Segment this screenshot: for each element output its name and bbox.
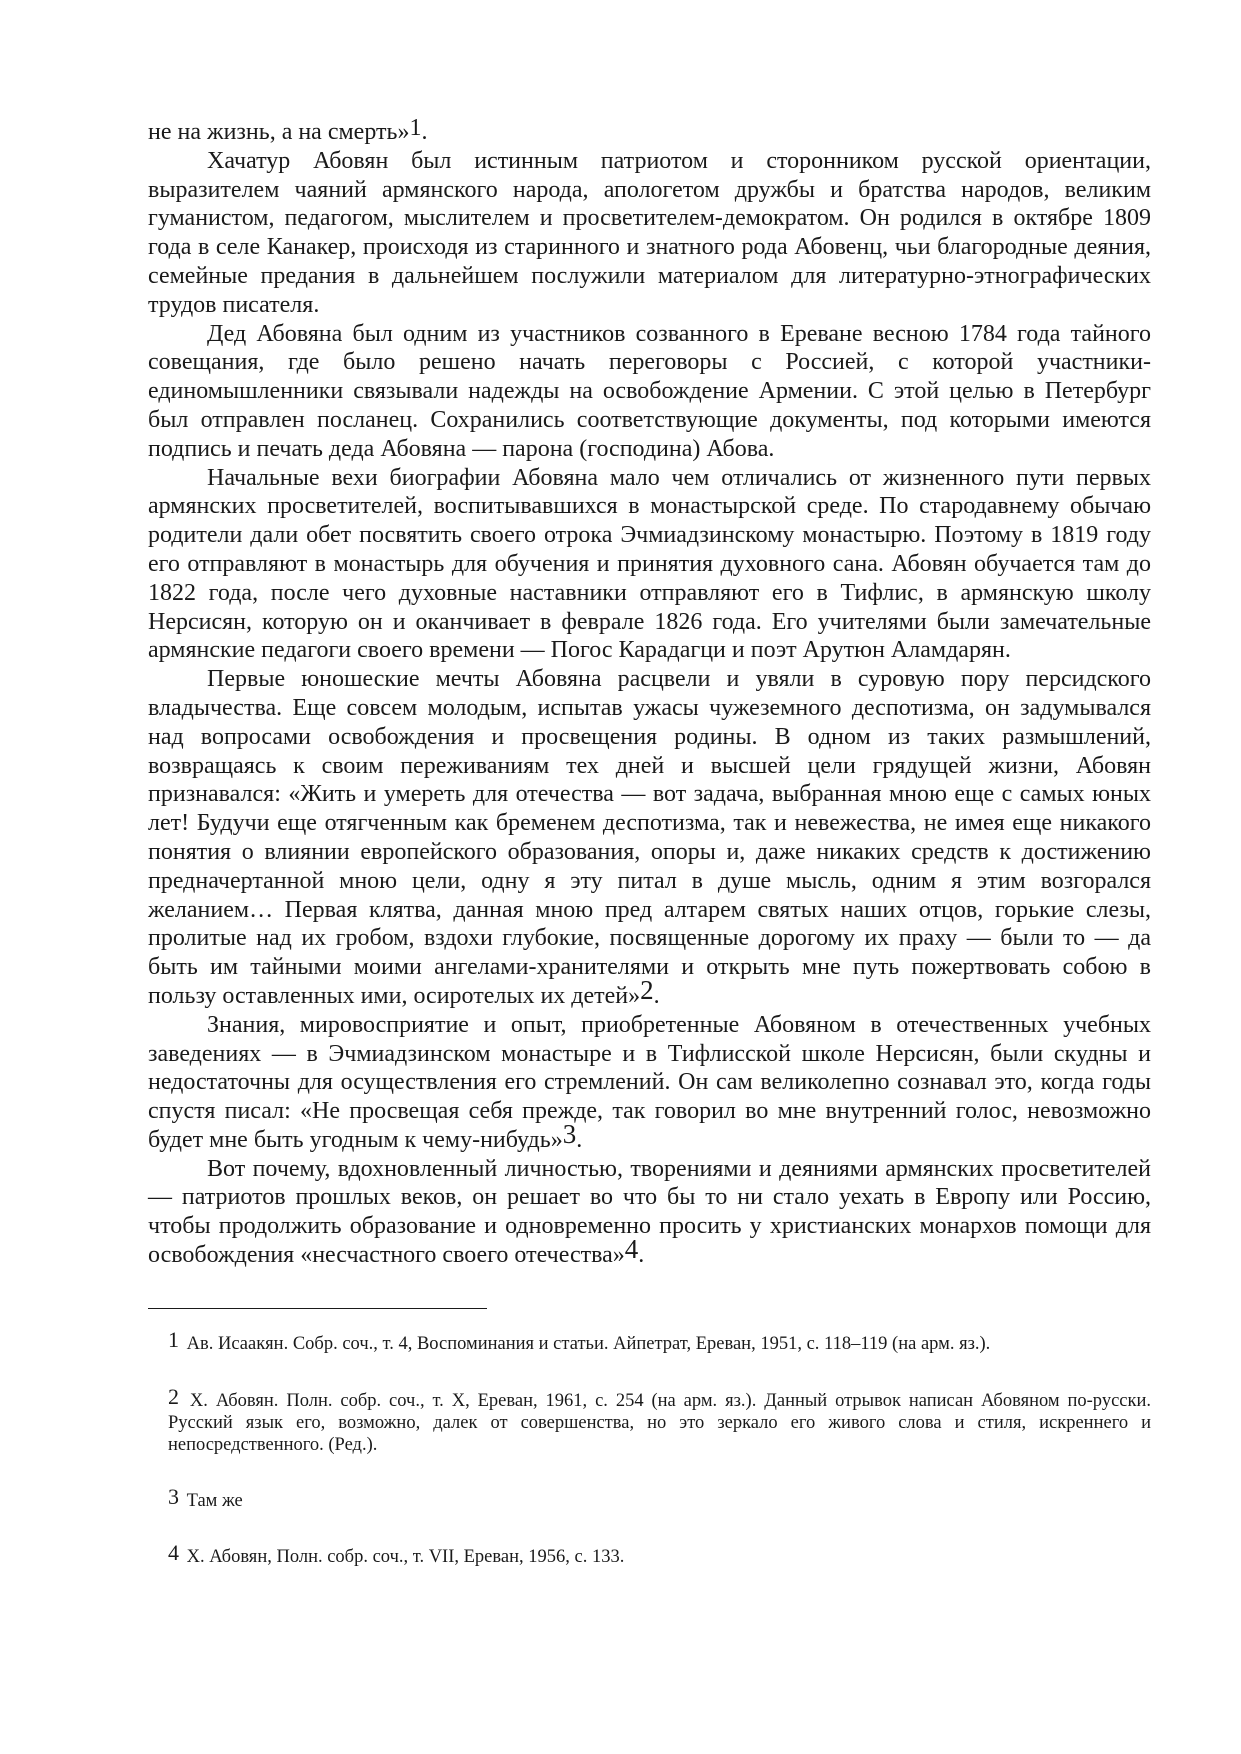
footnote-text: Х. Абовян, Полн. собр. соч., т. VII, Ереван, 1956, с. 133. bbox=[186, 1546, 625, 1567]
footnote-text: Х. Абовян. Полн. собр. соч., т. X, Ереван, 1961, с. 254 (на арм. яз.). Данный отрывок написан Абовяном по-русски. Русский язык его, возможно, далек от совершенства, но это зеркало его живого слова и стиля, искреннего и непосредственного. (Ред.). bbox=[168, 1390, 1152, 1455]
paragraph-text: Начальные вехи биографии Абовяна мало чем отличались от жизненного пути первых армянских просветителей, воспитывавшихся в монастырской среде. По стародавнему обычаю родители дали обет посвятить своего отрока Эчмиадзинскому монастырю. Поэтому в 1819 году его отправляют в монастырь для обучения и принятия духовного сана. Абовян обучается там до 1822 года, после чего духовные наставники отправляют его в Тифлис, в армянскую школу Нерсисян, которую он и оканчивает в феврале 1826 года. Его учителями были замечательные армянские педагоги своего времени — Погос Карадагци и поэт Арутюн Аламдарян. bbox=[148, 464, 1151, 664]
footnote-separator bbox=[148, 1308, 487, 1309]
paragraph-2 bbox=[148, 147, 1151, 320]
paragraph-7 bbox=[148, 1155, 1151, 1270]
paragraph-1 bbox=[148, 115, 1151, 147]
footnote-number: 3 bbox=[168, 1483, 179, 1509]
footnote-ref-1[interactable]: 1 bbox=[409, 115, 422, 141]
paragraph-end: . bbox=[421, 119, 428, 145]
footnote-4 bbox=[148, 1539, 1151, 1568]
paragraph-end: . bbox=[638, 1242, 645, 1269]
paragraph-6 bbox=[148, 1011, 1151, 1155]
footnote-ref-3[interactable]: 3 bbox=[562, 1118, 577, 1149]
footnote-1 bbox=[148, 1326, 1151, 1355]
paragraph-text: Дед Абовяна был одним из участников созванного в Ереване весною 1784 года тайного совещания, где было решено начать переговоры с Россией, с которой участники-единомышленники связывали надежды на освобождение Армении. С этой целью в Петербург был отправлен посланец. Сохранились соответствующие документы, под которыми имеются подпись и печать деда Абовяна — парона (господина) Абова. bbox=[148, 320, 1151, 462]
footnote-text: Ав. Исаакян. Собр. соч., т. 4, Воспоминания и статьи. Айпетрат, Ереван, 1951, с. 118–119 (на арм. яз.). bbox=[186, 1333, 991, 1354]
paragraph-text: не на жизнь, а на смерть» bbox=[148, 119, 410, 145]
footnote-number: 2 bbox=[168, 1383, 179, 1409]
paragraph-end: . bbox=[576, 1126, 583, 1153]
paragraph-end: . bbox=[653, 982, 660, 1009]
footnote-text: Там же bbox=[186, 1490, 243, 1511]
paragraph-3 bbox=[148, 320, 1151, 464]
footnote-number: 4 bbox=[168, 1539, 179, 1565]
paragraph-text: Знания, мировосприятие и опыт, приобретенные Абовяном в отечественных учебных заведениях — в Эчмиадзинском монастыре и в Тифлисской школе Нерсисян, были скудны и недостаточны для осуществления его стремлений. Он сам великолепно сознавал это, когда годы спустя писал: «Не просвещая себя прежде, так говорил во мне внутренний голос, невозможно будет мне быть угодным к чему-нибудь» bbox=[148, 1011, 1151, 1153]
footnote-number: 1 bbox=[168, 1326, 179, 1352]
footnote-3 bbox=[148, 1483, 1151, 1512]
paragraph-text: Первые юношеские мечты Абовяна расцвели и увяли в суровую пору персидского владычества. Еще совсем молодым, испытав ужасы чужеземного деспотизма, он задумывался над вопросами освобождения и просвещения родины. В одном из таких размышлений, возвращаясь к своим переживаниям тех дней и высшей цели грядущей жизни, Абовян признавался: «Жить и умереть для отечества — вот задача, выбранная мною еще с самых юных лет! Будучи еще отягченным как бременем деспотизма, так и невежества, не имея еще никакого понятия о влиянии европейского образования, опоры и, даже никаких средств к достижению предначертанной мною цели, одну я эту питал в душе мысль, одним я этим возгорался желанием… Первая клятва, данная мною пред алтарем святых наших отцов, горькие слезы, пролитые над их гробом, вздохи глубокие, посвященные дорогому их праху — были то — да быть им тайными моими ангелами-хранителями и открыть мне путь пожертвовать собою в пользу оставленных ими, осиротелых их детей» bbox=[148, 666, 1151, 1009]
paragraph-5 bbox=[148, 665, 1151, 1011]
document-page bbox=[148, 115, 1152, 1568]
footnote-ref-2[interactable]: 2 bbox=[640, 974, 654, 1005]
paragraph-text: Хачатур Абовян был истинным патриотом и сторонником русской ориентации, выразителем чаяний армянского народа, апологетом дружбы и братства народов, великим гуманистом, педагогом, мыслителем и просветителем-демократом. Он родился в октябре 1809 года в селе Канакер, происходя из старинного и знатного рода Абовенц, чьи благородные деяния, семейные предания в дальнейшем послужили материалом для литературно-этнографических трудов писателя. bbox=[148, 147, 1151, 318]
footnote-2 bbox=[148, 1383, 1152, 1456]
paragraph-text: Вот почему, вдохновленный личностью, творениями и деяниями армянских просветителей — патриотов прошлых веков, он решает во что бы то ни стало уехать в Европу или Россию, чтобы продолжить образование и одновременно просить у христианских монархов помощи для освобождения «несчастного своего отечества» bbox=[148, 1155, 1151, 1269]
paragraph-4 bbox=[148, 464, 1151, 666]
footnote-ref-4[interactable]: 4 bbox=[624, 1234, 639, 1265]
